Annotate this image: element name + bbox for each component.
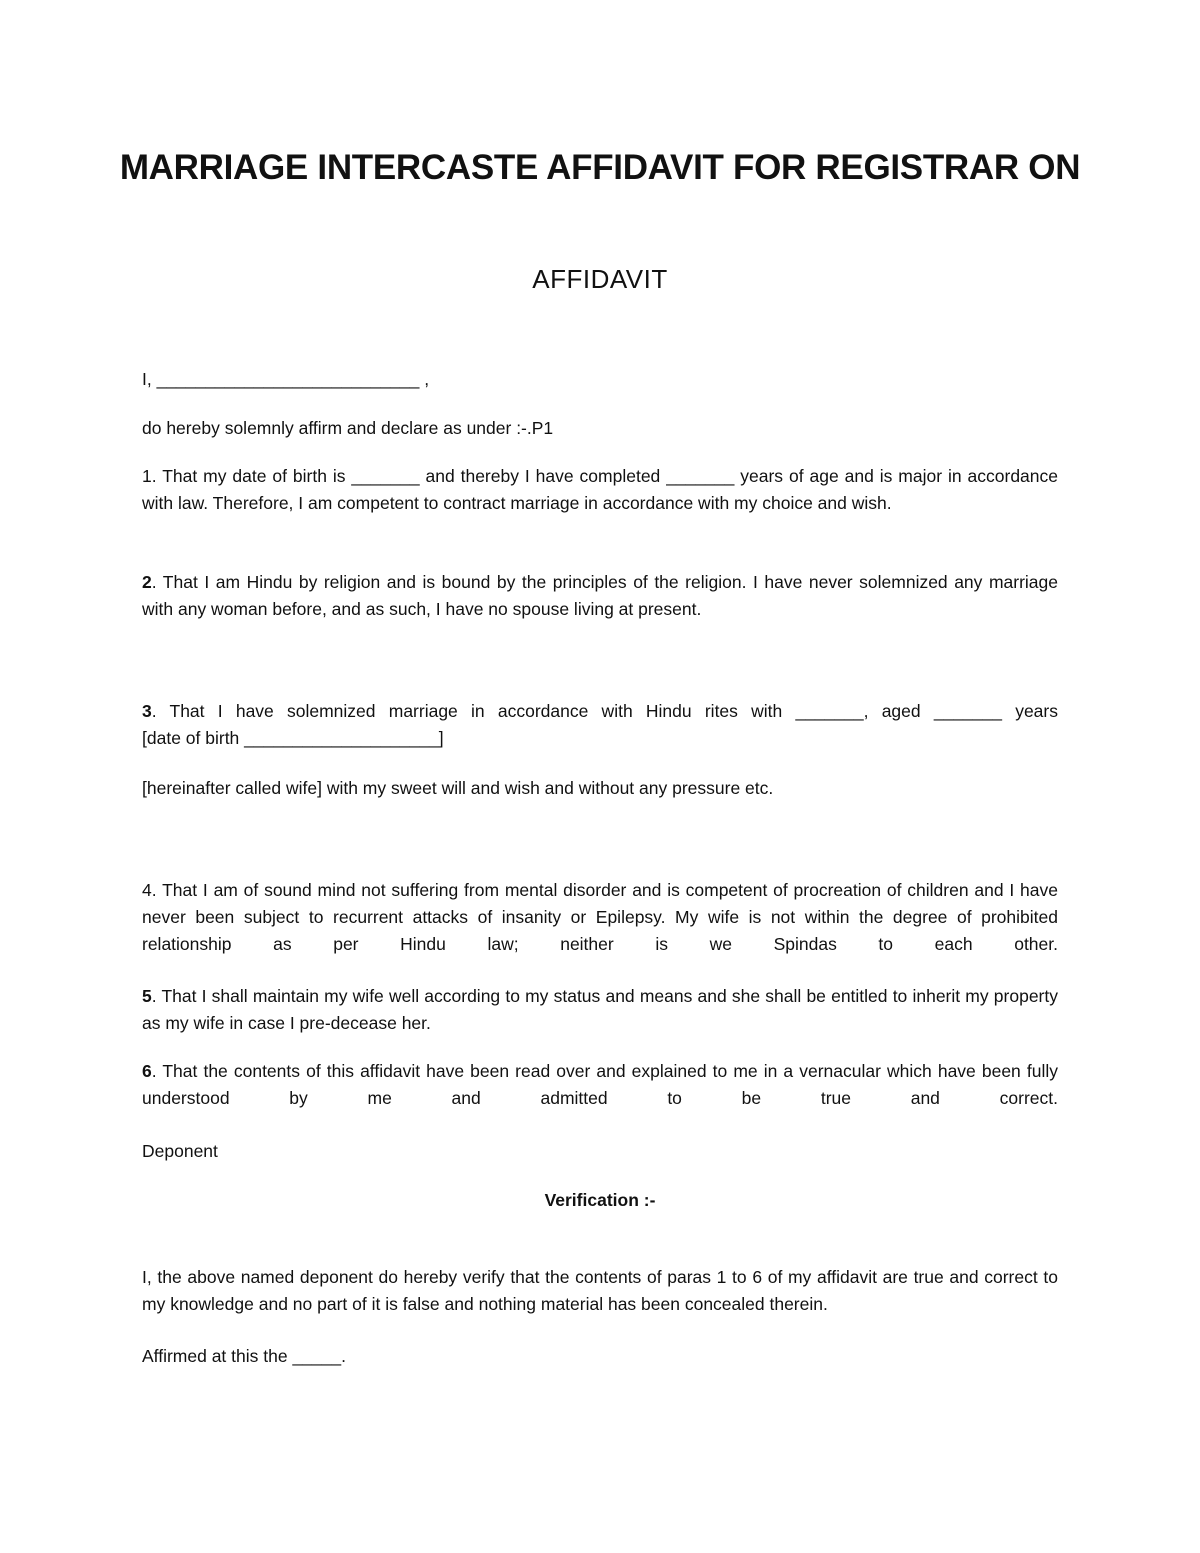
paragraph-3-dob: [date of birth ____________________] [142,728,444,748]
paragraph-4 [142,877,1058,958]
paragraph-6 [142,1058,1058,1112]
paragraph-text: . That the contents of this affidavit have been read over and explained to me in a vernacular which have been fully understood by me and admitted to be true and correct. [142,1061,1058,1108]
verification-text: I, the above named deponent do hereby verify that the contents of paras 1 to 6 of my affidavit are true and correct to my knowledge and no part of it is false and nothing material has been concealed therein. [142,1267,1058,1314]
intro-line: I, ___________________________ , [142,369,430,389]
paragraph-number: 5 [142,986,152,1006]
document-title: MARRIAGE INTERCASTE AFFIDAVIT FOR REGISTRAR ON [119,148,1081,187]
affirmed-line: Affirmed at this the _____. [142,1346,346,1366]
declaration-line: do hereby solemnly affirm and declare as under :-.P1 [142,418,554,438]
paragraph-number: 3 [142,701,152,721]
paragraph-5 [142,983,1058,1037]
paragraph-text: . That I am of sound mind not suffering from mental disorder and is competent of procreation of children and I have never been subject to recurrent attacks of insanity or Epilepsy. My wife is not within the degree of prohibited relationship as per Hindu law; neither is we Spindas to each other. [142,880,1058,954]
paragraph-text: . That I am Hindu by religion and is bound by the principles of the religion. I have never solemnized any marriage with any woman before, and as such, I have no spouse living at present. [142,572,1058,619]
deponent-label: Deponent [142,1141,218,1161]
affidavit-heading: AFFIDAVIT [532,264,668,294]
paragraph-number: 2 [142,572,152,592]
paragraph-1 [142,463,1058,517]
paragraph-3 [142,698,1058,725]
paragraph-number: 1 [142,466,152,486]
paragraph-2 [142,569,1058,623]
paragraph-number: 6 [142,1061,152,1081]
paragraph-text: . That I shall maintain my wife well according to my status and means and she shall be entitled to inherit my property as my wife in case I pre-decease her. [142,986,1058,1033]
paragraph-3-wife: [hereinafter called wife] with my sweet will and wish and without any pressure etc. [142,778,774,798]
verification-heading: Verification :- [544,1190,656,1210]
paragraph-number: 4 [142,880,152,900]
paragraph-text: . That I have solemnized marriage in accordance with Hindu rites with _______, aged _______ years [151,701,1058,721]
paragraph-text: . That my date of birth is _______ and thereby I have completed _______ years of age and is major in accordance with law. Therefore, I am competent to contract marriage in accordance with my choice and wish. [142,466,1058,513]
